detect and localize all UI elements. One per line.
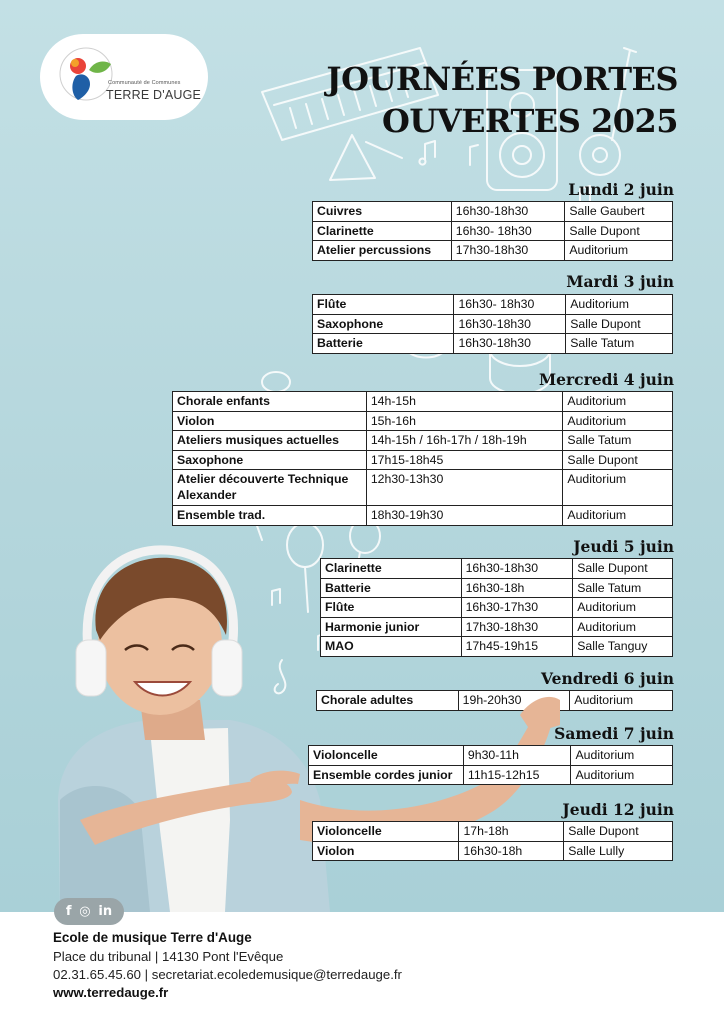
activity-cell: Violon	[173, 411, 367, 431]
school-name: Ecole de musique Terre d'Auge	[53, 930, 252, 945]
room-cell: Salle Tanguy	[573, 637, 673, 657]
day-heading-mercredi-4: Mercredi 4 juin	[539, 370, 674, 389]
time-cell: 16h30-18h	[459, 841, 564, 861]
room-cell: Auditorium	[563, 392, 673, 412]
activity-cell: Flûte	[321, 598, 462, 618]
title-line-2: OUVERTES 2025	[381, 102, 678, 140]
activity-cell: Batterie	[321, 578, 462, 598]
time-cell: 17h30-18h30	[451, 241, 565, 261]
time-cell: 17h30-18h30	[461, 617, 573, 637]
time-cell: 16h30-18h30	[451, 202, 565, 222]
music-note-icon	[419, 141, 435, 165]
table-row	[313, 334, 673, 354]
room-cell: Salle Dupont	[573, 559, 673, 579]
time-cell: 16h30-18h30	[454, 314, 566, 334]
table-row	[313, 241, 673, 261]
time-cell: 17h45-19h15	[461, 637, 573, 657]
time-cell: 17h15-18h45	[366, 450, 563, 470]
room-cell: Auditorium	[563, 470, 673, 506]
time-cell: 14h-15h	[366, 392, 563, 412]
day-heading-jeudi-5: Jeudi 5 juin	[573, 537, 674, 556]
room-cell: Salle Dupont	[565, 221, 673, 241]
time-cell: 16h30-18h	[461, 578, 573, 598]
table-row	[173, 392, 673, 412]
activity-cell: Cuivres	[313, 202, 452, 222]
table-row	[313, 295, 673, 315]
room-cell: Auditorium	[571, 746, 673, 766]
time-cell: 14h-15h / 16h-17h / 18h-19h	[366, 431, 563, 451]
activity-line-1: Atelier découverte Technique	[177, 472, 349, 486]
table-row	[313, 841, 673, 861]
day-heading-lundi-2: Lundi 2 juin	[568, 180, 674, 199]
instagram-icon[interactable]: ◎	[79, 904, 91, 919]
time-cell: 16h30-18h30	[454, 334, 566, 354]
room-cell: Auditorium	[573, 598, 673, 618]
logo-name: TERRE D'AUGE	[106, 88, 202, 102]
table-row	[313, 221, 673, 241]
activity-cell: Harmonie junior	[321, 617, 462, 637]
room-cell: Salle Lully	[564, 841, 673, 861]
time-cell: 16h30-17h30	[461, 598, 573, 618]
activity-line-2: Alexander	[177, 488, 237, 502]
activity-cell: Saxophone	[313, 314, 454, 334]
schedule-table-jeudi-12	[312, 821, 673, 861]
activity-cell: Ateliers musiques actuelles	[173, 431, 367, 451]
time-cell: 16h30- 18h30	[454, 295, 566, 315]
contact-info[interactable]: 02.31.65.45.60 | secretariat.ecoledemusique@terredauge.fr	[53, 967, 402, 982]
table-row	[309, 765, 673, 785]
table-row	[309, 746, 673, 766]
schedule-table-samedi-7	[308, 745, 673, 785]
activity-cell: MAO	[321, 637, 462, 657]
day-heading-mardi-3: Mardi 3 juin	[566, 272, 674, 291]
website-link[interactable]: www.terredauge.fr	[53, 985, 169, 1000]
activity-cell: Chorale adultes	[317, 691, 459, 711]
room-cell: Salle Dupont	[566, 314, 673, 334]
room-cell: Salle Gaubert	[565, 202, 673, 222]
room-cell: Salle Tatum	[563, 431, 673, 451]
time-cell: 18h30-19h30	[366, 506, 563, 526]
room-cell: Auditorium	[563, 506, 673, 526]
social-links	[54, 898, 124, 925]
room-cell: Auditorium	[563, 411, 673, 431]
address: Place du tribunal | 14130 Pont l'Evêque	[53, 949, 284, 964]
room-cell: Salle Tatum	[566, 334, 673, 354]
facebook-icon[interactable]: f	[65, 904, 72, 919]
table-row	[173, 411, 673, 431]
linkedin-icon[interactable]: in	[98, 904, 113, 919]
activity-cell: Clarinette	[313, 221, 452, 241]
logo-subtitle: Communauté de Communes	[108, 80, 181, 86]
activity-cell: Violon	[313, 841, 459, 861]
table-row	[313, 202, 673, 222]
room-cell: Auditorium	[565, 241, 673, 261]
activity-cell: Batterie	[313, 334, 454, 354]
room-cell: Auditorium	[571, 765, 673, 785]
activity-cell: Ensemble cordes junior	[309, 765, 464, 785]
room-cell: Auditorium	[573, 617, 673, 637]
time-cell: 16h30-18h30	[461, 559, 573, 579]
table-row	[173, 431, 673, 451]
room-cell: Salle Dupont	[564, 822, 673, 842]
time-cell: 17h-18h	[459, 822, 564, 842]
room-cell: Salle Tatum	[573, 578, 673, 598]
time-cell: 16h30- 18h30	[451, 221, 565, 241]
schedule-table-lundi-2	[312, 201, 673, 261]
activity-cell: Chorale enfants	[173, 392, 367, 412]
day-heading-vendredi-6: Vendredi 6 juin	[541, 669, 674, 688]
activity-cell: Ensemble trad.	[173, 506, 367, 526]
activity-cell: Flûte	[313, 295, 454, 315]
table-row	[313, 314, 673, 334]
time-cell: 11h15-12h15	[463, 765, 571, 785]
schedule-table-mardi-3	[312, 294, 673, 354]
activity-cell: Violoncelle	[309, 746, 464, 766]
time-cell: 9h30-11h	[463, 746, 571, 766]
title-line-1: JOURNÉES PORTES	[326, 60, 678, 98]
room-cell: Salle Dupont	[563, 450, 673, 470]
activity-cell: Atelier percussions	[313, 241, 452, 261]
activity-cell: Violoncelle	[313, 822, 459, 842]
terre-dauge-logo	[40, 34, 208, 120]
activity-cell: Saxophone	[173, 450, 367, 470]
table-row	[173, 450, 673, 470]
page-title	[326, 58, 678, 142]
time-cell: 12h30-13h30	[366, 470, 563, 506]
time-cell: 15h-16h	[366, 411, 563, 431]
activity-cell: Clarinette	[321, 559, 462, 579]
room-cell: Auditorium	[570, 691, 673, 711]
time-cell: 19h-20h30	[458, 691, 570, 711]
table-row	[313, 822, 673, 842]
room-cell: Auditorium	[566, 295, 673, 315]
day-heading-jeudi-12: Jeudi 12 juin	[562, 800, 674, 819]
day-heading-samedi-7: Samedi 7 juin	[554, 724, 674, 743]
